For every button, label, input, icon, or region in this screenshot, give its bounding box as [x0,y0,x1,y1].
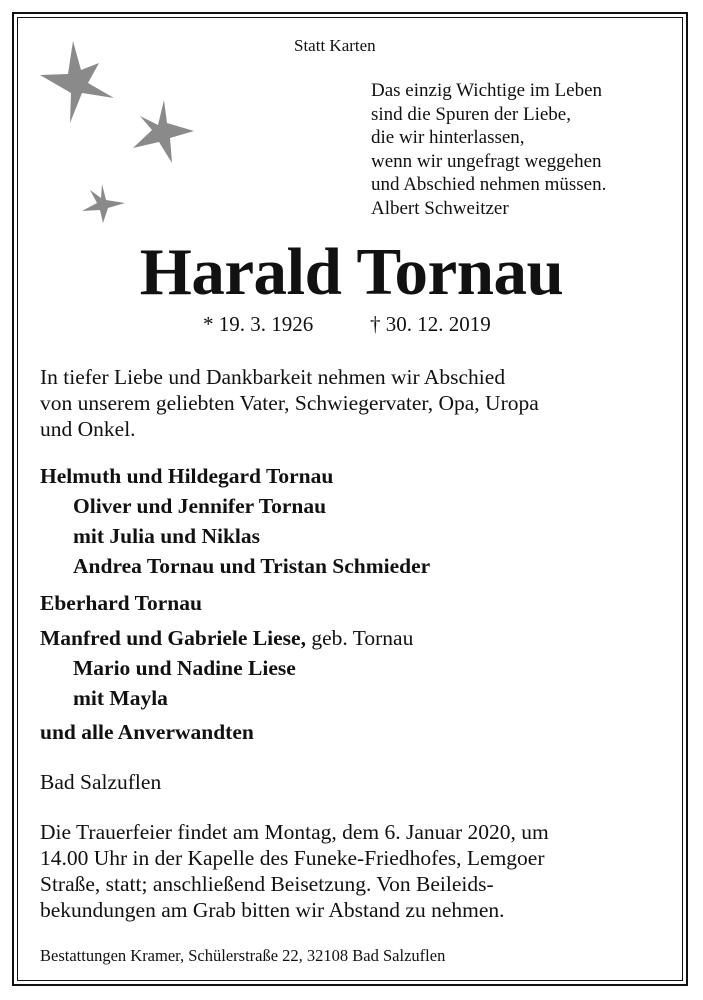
deceased-name: Harald Tornau [139,235,564,309]
place: Bad Salzuflen [40,770,162,794]
star-icon [133,100,194,163]
funeral-home-footer: Bestattungen Kramer, Schülerstraße 22, 32108 Bad Salzuflen [40,946,446,965]
family-andrea: Andrea Tornau und Tristan Schmieder [73,554,431,578]
stars-decoration [30,30,210,230]
intro-line: In tiefer Liebe und Dankbarkeit nehmen wir Abschied [40,365,506,389]
family-oliver: Oliver und Jennifer Tornau [73,494,327,518]
family-manfred-name: Manfred und Gabriele Liese, [40,626,306,650]
header-label: Statt Karten [294,36,376,55]
service-line: 14.00 Uhr in der Kapelle des Funeke-Friedhofes, Lemgoer [40,846,545,870]
family-mayla: mit Mayla [73,686,168,710]
family-manfred [40,626,413,651]
service-line: Die Trauerfeier findet am Montag, dem 6. Januar 2020, um [40,820,549,844]
star-icon [82,184,125,223]
family-mario: Mario und Nadine Liese [73,656,296,680]
quote-author: Albert Schweitzer [371,197,509,219]
family-julia: mit Julia und Niklas [73,524,260,548]
quote-block [371,79,606,220]
intro-line: von unserem geliebten Vater, Schwiegervater, Opa, Uropa [40,391,539,415]
quote-line: wenn wir ungefragt weggehen [371,150,602,172]
family-relatives: und alle Anverwandten [40,720,254,744]
service-line: Straße, statt; anschließend Beisetzung. Von Beileids- [40,872,494,896]
quote-line: sind die Spuren der Liebe, [371,103,571,125]
quote-line: Das einzig Wichtige im Leben [371,80,603,101]
birth-date: * 19. 3. 1926 [203,312,314,336]
death-date: † 30. 12. 2019 [370,312,491,336]
family-helmuth: Helmuth und Hildegard Tornau [40,464,334,488]
quote-line: und Abschied nehmen müssen. [371,174,607,195]
star-icon [40,41,114,123]
family-manfred-note: geb. Tornau [311,626,414,650]
quote-line: die wir hinterlassen, [371,127,525,148]
service-paragraph [40,819,549,923]
intro-line: und Onkel. [40,417,136,441]
family-eberhard: Eberhard Tornau [40,591,202,615]
service-line: bekundungen am Grab bitten wir Abstand zu nehmen. [40,898,505,922]
intro-paragraph [40,364,539,442]
